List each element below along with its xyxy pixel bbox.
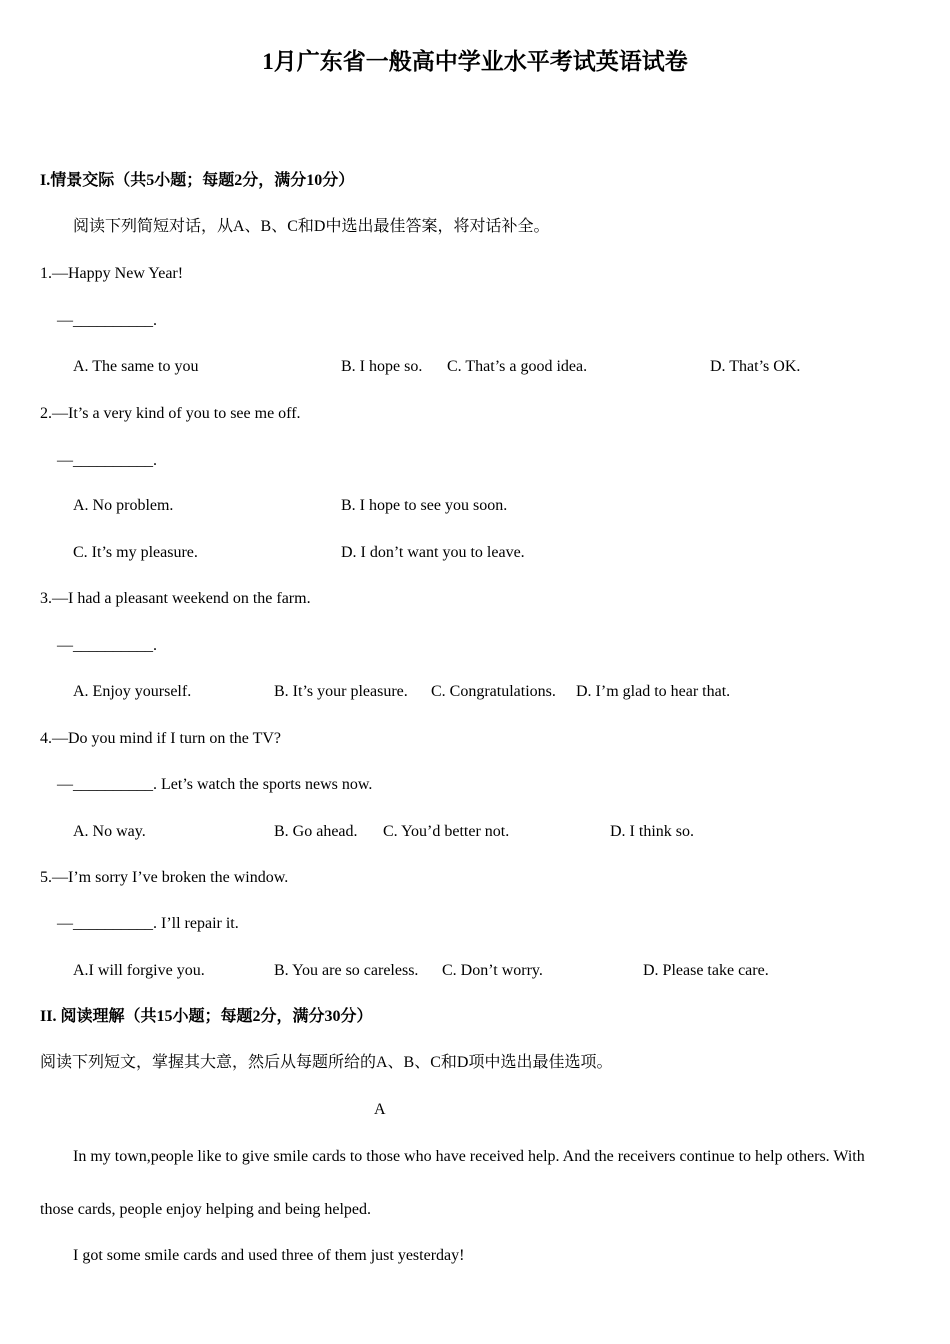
question-2-prompt: 2.—It’s a very kind of you to see me off. — [40, 405, 301, 422]
question-3-prompt: 3.—I had a pleasant weekend on the farm. — [40, 590, 311, 607]
question-1-prompt: 1.—Happy New Year! — [40, 265, 184, 282]
question-5-prompt: 5.—I’m sorry I’ve broken the window. — [40, 869, 289, 886]
question-4-reply: —__________. Let’s watch the sports news now. — [57, 776, 373, 793]
section1-heading: I.情景交际（共5小题；每题2分，满分10分） — [40, 172, 355, 189]
question-4-option-a: A. No way. — [73, 823, 146, 840]
question-3-option-d: D. I’m glad to hear that. — [576, 683, 731, 700]
question-2-option-b: B. I hope to see you soon. — [341, 497, 508, 514]
question-1-option-d: D. That’s OK. — [710, 358, 801, 375]
question-2-option-d: D. I don’t want you to leave. — [341, 544, 525, 561]
question-5-reply: —__________. I’ll repair it. — [57, 915, 239, 932]
question-5-option-c: C. Don’t worry. — [442, 962, 543, 979]
question-2-reply: —__________. — [57, 452, 157, 469]
question-4-option-d: D. I think so. — [610, 823, 694, 840]
passage-label: A — [374, 1101, 386, 1118]
question-1-option-a: A. The same to you — [73, 358, 199, 375]
question-5-option-d: D. Please take care. — [643, 962, 769, 979]
question-4-prompt: 4.—Do you mind if I turn on the TV? — [40, 730, 282, 747]
question-3-option-a: A. Enjoy yourself. — [73, 683, 192, 700]
question-2-option-a: A. No problem. — [73, 497, 174, 514]
question-5-option-a: A.I will forgive you. — [73, 962, 205, 979]
section2-instruction: 阅读下列短文，掌握其大意，然后从每题所给的A、B、C和D项中选出最佳选项。 — [40, 1054, 613, 1071]
question-3-reply: —__________. — [57, 637, 157, 654]
section1-instruction: 阅读下列简短对话，从A、B、C和D中选出最佳答案，将对话补全。 — [73, 218, 550, 235]
question-1-option-c: C. That’s a good idea. — [447, 358, 588, 375]
question-1-option-b: B. I hope so. — [341, 358, 423, 375]
passage-paragraph-2: I got some smile cards and used three of them just yesterday! — [73, 1247, 465, 1264]
question-4-option-c: C. You’d better not. — [383, 823, 510, 840]
passage-paragraph-1: In my town,people like to give smile cards to those who have received help. And the receivers continue to help others. With — [73, 1148, 865, 1165]
question-1-reply: —__________. — [57, 312, 157, 329]
question-3-option-c: C. Congratulations. — [431, 683, 556, 700]
question-3-option-b: B. It’s your pleasure. — [274, 683, 408, 700]
question-2-option-c: C. It’s my pleasure. — [73, 544, 198, 561]
section2-heading: II. 阅读理解（共15小题；每题2分，满分30分） — [40, 1008, 373, 1025]
question-5-option-b: B. You are so careless. — [274, 962, 419, 979]
question-4-option-b: B. Go ahead. — [274, 823, 358, 840]
page-title: 1月广东省一般高中学业水平考试英语试卷 — [262, 49, 688, 74]
passage-paragraph-1-cont: those cards, people enjoy helping and being helped. — [40, 1201, 372, 1218]
